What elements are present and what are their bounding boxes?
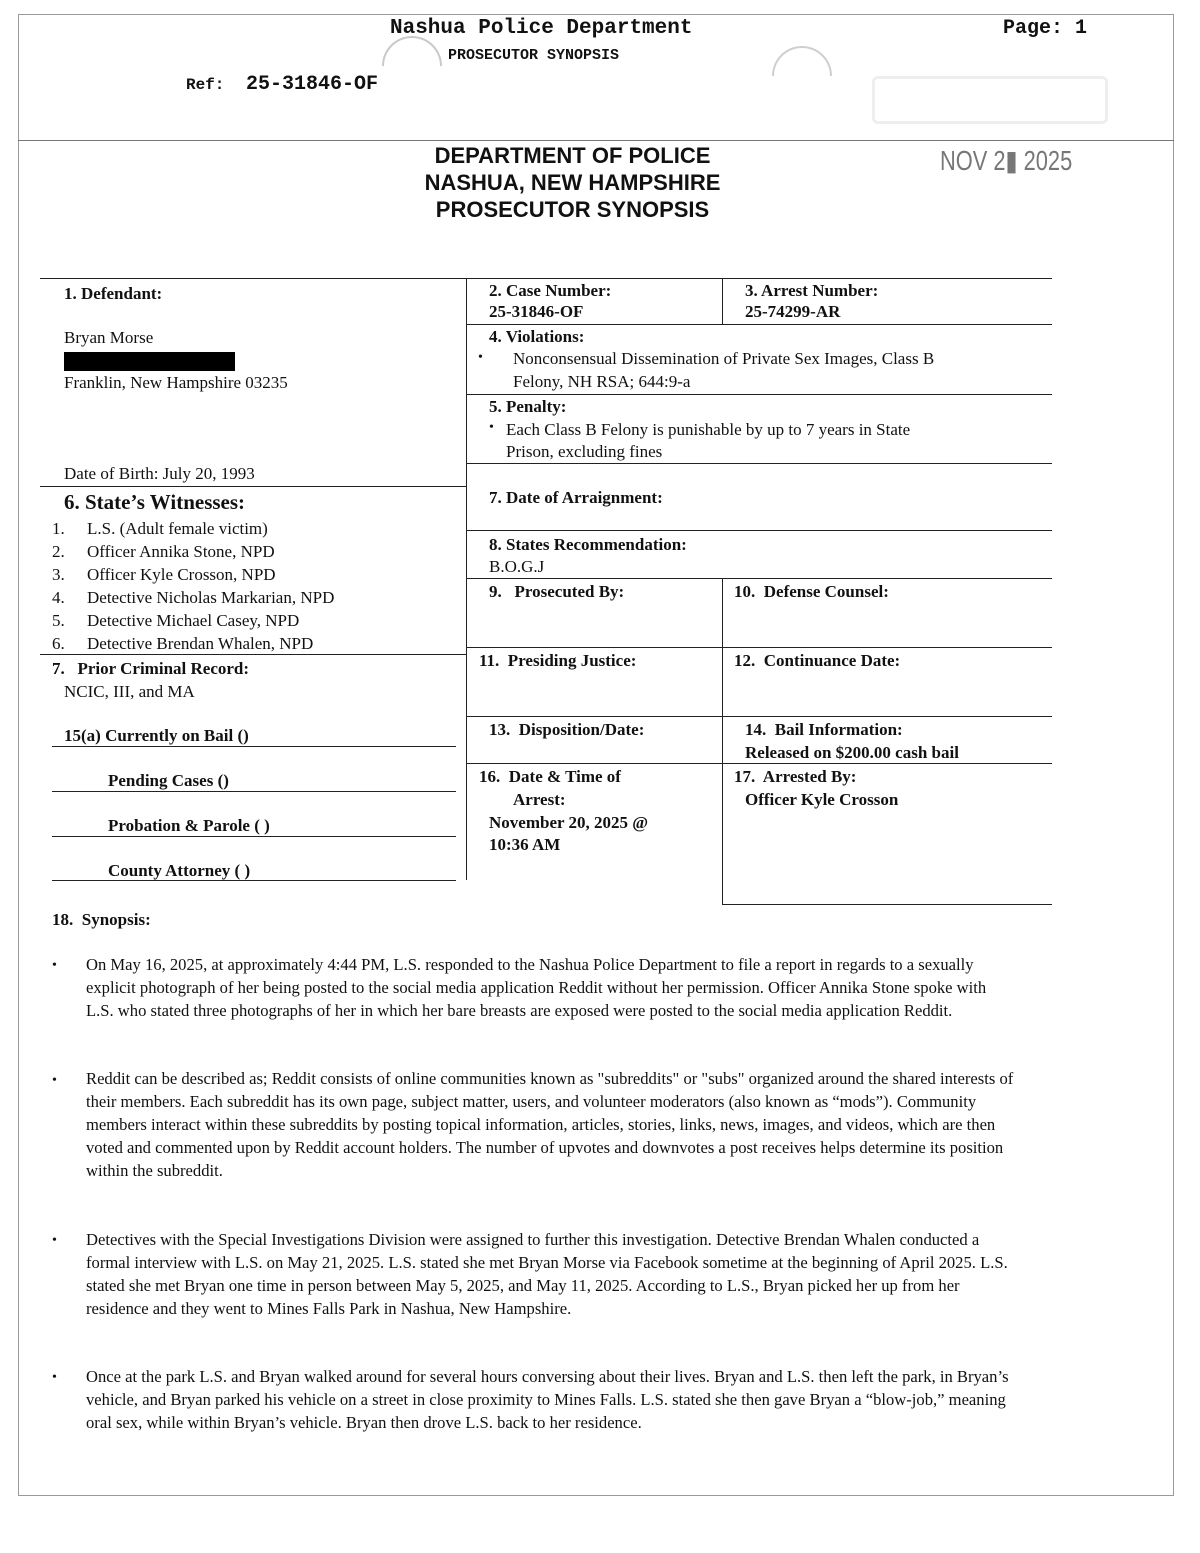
document-title <box>330 142 815 223</box>
divider <box>722 904 1052 905</box>
list-item: 4. Detective Nicholas Markarian, NPD <box>52 588 335 607</box>
form-top-border <box>40 278 1052 279</box>
case-number-value: 25-31846-OF <box>489 302 584 321</box>
defendant-label: 1. Defendant: <box>64 284 163 303</box>
list-item: 3. Officer Kyle Crosson, NPD <box>52 565 276 584</box>
penalty-label: 5. Penalty: <box>489 397 567 416</box>
prior-record-value: NCIC, III, and MA <box>64 682 195 701</box>
synopsis-paragraph: Detectives with the Special Investigations Division were assigned to further this investigation. Detective Brendan Whalen conducted a formal interview with L.S. on May 21, 2025. L.S. stated she met Bryan Morse via Facebook sometime at the beginning of April 2025. L.S. stated she met Bryan one time in person between May 5, 2025, and May 11, 2025. According to L.S., Bryan picked her up from her residence and they went to Mines Falls Park in Nashua, New Hampshire. <box>86 1230 1008 1318</box>
divider <box>466 716 1052 717</box>
divider <box>466 394 1052 395</box>
pending-cases: Pending Cases () <box>108 771 229 790</box>
violations-label: 4. Violations: <box>489 327 585 346</box>
list-item: 6. Detective Brendan Whalen, NPD <box>52 634 314 653</box>
recommendation-label: 8. States Recommendation: <box>489 535 687 554</box>
divider <box>466 647 1052 648</box>
arrest-time-value: 10:36 AM <box>489 835 561 854</box>
bullet-icon: • <box>52 1233 57 1248</box>
prior-record-label: 7. Prior Criminal Record: <box>52 659 250 678</box>
received-date-stamp: NOV 2▮ 2025 <box>940 145 1073 176</box>
arraignment-label: 7. Date of Arraignment: <box>489 488 663 507</box>
divider <box>466 763 1052 764</box>
divider <box>52 836 456 837</box>
arrested-by-value: Officer Kyle Crosson <box>745 790 899 809</box>
divider <box>52 791 456 792</box>
disposition-label: 13. Disposition/Date: <box>489 720 645 739</box>
department-header: Nashua Police Department <box>390 17 693 40</box>
synopsis-paragraph: On May 16, 2025, at approximately 4:44 PM, L.S. responded to the Nashua Police Department to file a report in regards to a sexually explicit photograph of her being posted to the social media application Reddit without her permission. Officer Annika Stone spoke with L.S. who stated three photographs of her in which her bare breasts are exposed were posted to the social media application Reddit. <box>86 955 987 1020</box>
form-title: PROSECUTOR SYNOPSIS <box>448 47 620 64</box>
arrest-number-label: 3. Arrest Number: <box>745 281 879 300</box>
divider <box>466 463 1052 464</box>
bullet-icon: • <box>52 1370 57 1385</box>
list-item: 2. Officer Annika Stone, NPD <box>52 542 275 561</box>
divider <box>722 578 723 904</box>
defendant-city: Franklin, New Hampshire 03235 <box>64 373 288 392</box>
violation-text: Felony, NH RSA; 644:9-a <box>513 372 691 391</box>
penalty-text: Each Class B Felony is punishable by up to 7 years in State <box>506 420 911 439</box>
synopsis-paragraph: Once at the park L.S. and Bryan walked around for several hours conversing about their lives. Bryan and L.S. then left the park, in Bryan’s vehicle, and Bryan parked his vehicle on a street in close proximity to Mines Falls. L.S. stated she then gave Bryan a “blow-job,” meaning oral sex, while within Bryan’s vehicle. Bryan then drove L.S. back to her residence. <box>86 1367 1009 1432</box>
form-center-divider <box>466 278 467 880</box>
bullet-icon: • <box>52 1073 57 1088</box>
divider <box>466 324 1052 325</box>
witness-list <box>52 517 334 655</box>
currently-on-bail: 15(a) Currently on Bail () <box>64 726 249 745</box>
arrest-number-value: 25-74299-AR <box>745 302 841 321</box>
bullet-icon: • <box>489 420 494 435</box>
witnesses-label: 6. State’s Witnesses: <box>64 490 246 514</box>
defense-counsel-label: 10. Defense Counsel: <box>734 582 889 601</box>
synopsis-label: 18. Synopsis: <box>52 910 151 929</box>
case-number-label: 2. Case Number: <box>489 281 612 300</box>
header-divider <box>18 140 1174 141</box>
list-item: 1. L.S. (Adult female victim) <box>52 519 268 538</box>
page-number: Page: 1 <box>1003 17 1088 40</box>
arrest-time-label: 16. Date & Time of <box>479 767 621 786</box>
prosecuted-by-label: 9. Prosecuted By: <box>489 582 625 601</box>
arrested-by-label: 17. Arrested By: <box>734 767 857 786</box>
arrest-time-label: Arrest: <box>513 790 566 809</box>
bail-info-label: 14. Bail Information: <box>745 720 903 739</box>
probation-parole: Probation & Parole ( ) <box>108 816 270 835</box>
divider <box>466 530 1052 531</box>
list-item: 5. Detective Michael Casey, NPD <box>52 611 300 630</box>
synopsis-paragraph: Reddit can be described as; Reddit consists of online communities known as "subreddits" or "subs" organized around the shared interests of their members. Each subreddit has its own page, subject matter, users, and volunteer moderators (also known as “mods”). Community members interact within these subreddits by posting topical information, articles, stories, links, news, images, and videos, which are then voted and commented upon by Reddit account holders. The number of upvotes and downvotes a post receives helps determine its position within the subreddit. <box>86 1069 1014 1180</box>
bullet-icon: • <box>52 958 57 973</box>
arrest-time-value: November 20, 2025 @ <box>489 813 649 832</box>
penalty-text: Prison, excluding fines <box>506 442 663 461</box>
divider <box>52 746 456 747</box>
bail-info-value: Released on $200.00 cash bail <box>745 743 959 762</box>
defendant-name: Bryan Morse <box>64 328 154 347</box>
continuance-date-label: 12. Continuance Date: <box>734 651 901 670</box>
ref-number: 25-31846-OF <box>246 73 379 96</box>
defendant-dob: Date of Birth: July 20, 1993 <box>64 464 255 483</box>
title-line: DEPARTMENT OF POLICE <box>434 143 711 168</box>
redacted-address <box>64 352 235 371</box>
ref-label: Ref: <box>186 76 225 94</box>
divider <box>40 486 466 487</box>
presiding-justice-label: 11. Presiding Justice: <box>479 651 637 670</box>
recommendation-value: B.O.G.J <box>489 557 545 576</box>
violation-text: Nonconsensual Dissemination of Private Sex Images, Class B <box>513 349 935 368</box>
county-attorney: County Attorney ( ) <box>108 861 251 880</box>
title-line: NASHUA, NEW HAMPSHIRE <box>424 170 721 195</box>
title-line: PROSECUTOR SYNOPSIS <box>435 197 710 222</box>
divider <box>466 578 1052 579</box>
received-stamp-shape <box>872 76 1108 124</box>
bullet-icon: • <box>478 350 483 365</box>
divider <box>722 278 723 324</box>
